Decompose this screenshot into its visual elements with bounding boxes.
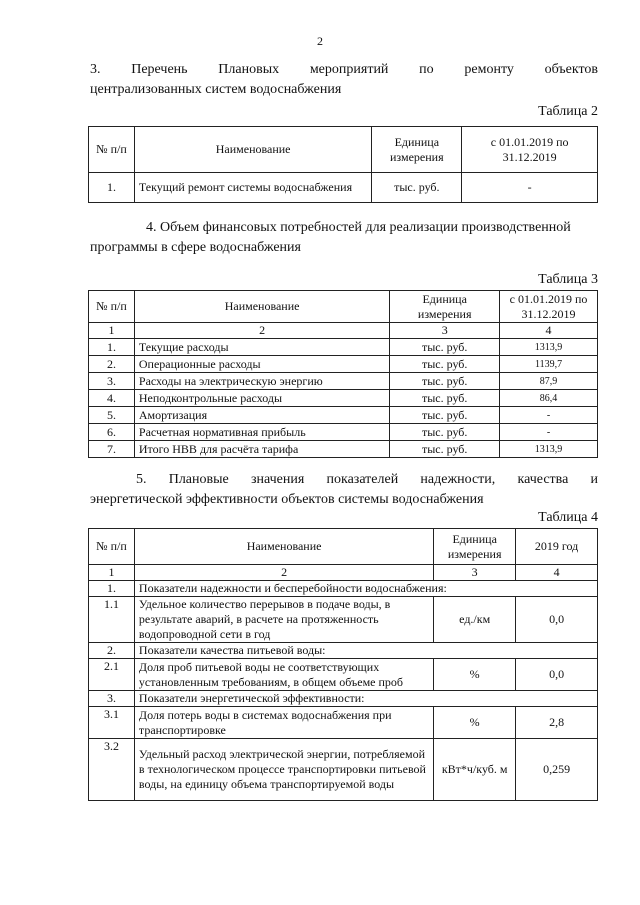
table-3-header-name: Наименование xyxy=(134,291,389,323)
index-cell: 3 xyxy=(434,565,516,581)
section-4-heading-line1: 4. Объем финансовых потребностей для реализации производственной xyxy=(146,220,571,235)
section-5-heading-line1: 5. Плановые значения показателей надежности, качества и xyxy=(136,472,598,487)
row-name: Амортизация xyxy=(134,407,389,424)
table-2-header-name: Наименование xyxy=(134,127,371,173)
table-row xyxy=(89,739,598,801)
row-unit: % xyxy=(434,707,516,739)
row-name: Операционные расходы xyxy=(134,356,389,373)
row-num: 1.1 xyxy=(89,597,135,643)
table-2-header-unit: Единица измерения xyxy=(372,127,462,173)
group-row xyxy=(89,691,598,707)
section-4-heading xyxy=(90,218,598,258)
group-title: Показатели качества питьевой воды: xyxy=(134,643,597,659)
group-title: Показатели надежности и бесперебойности водоснабжения: xyxy=(134,581,597,597)
row-value: - xyxy=(462,173,598,203)
row-num: 6. xyxy=(89,424,135,441)
row-num: 1. xyxy=(89,173,135,203)
row-num: 1. xyxy=(89,339,135,356)
table-row xyxy=(89,441,598,458)
row-value: 1313,9 xyxy=(500,339,598,356)
row-name: Текущие расходы xyxy=(134,339,389,356)
index-cell: 2 xyxy=(134,565,433,581)
index-cell: 4 xyxy=(500,323,598,339)
index-cell: 2 xyxy=(134,323,389,339)
row-num: 3. xyxy=(89,373,135,390)
row-name: Расчетная нормативная прибыль xyxy=(134,424,389,441)
row-value: 86,4 xyxy=(500,390,598,407)
page-number: 2 xyxy=(317,34,323,48)
row-value: 2,8 xyxy=(516,707,598,739)
index-cell: 4 xyxy=(516,565,598,581)
section-3-heading xyxy=(90,60,598,100)
index-cell: 1 xyxy=(89,323,135,339)
row-name: Неподконтрольные расходы xyxy=(134,390,389,407)
row-value: 1139,7 xyxy=(500,356,598,373)
table-row xyxy=(89,707,598,739)
table-3-header-num: № п/п xyxy=(89,291,135,323)
row-name: Удельный расход электрической энергии, потребляемой в технологическом процессе транспортировки питьевой воды, на единицу объема транспортируемой воды xyxy=(134,739,433,801)
table-row xyxy=(89,390,598,407)
row-name: Доля проб питьевой воды не соответствующих установленным требованиям, в общем объеме проб xyxy=(134,659,433,691)
group-num: 1. xyxy=(89,581,135,597)
table-4-header-num: № п/п xyxy=(89,529,135,565)
group-title: Показатели энергетической эффективности: xyxy=(134,691,597,707)
table-row xyxy=(89,356,598,373)
row-unit: кВт*ч/куб. м xyxy=(434,739,516,801)
section-3-heading-line2: централизованных систем водоснабжения xyxy=(90,82,342,97)
row-value: - xyxy=(500,407,598,424)
row-name: Доля потерь воды в системах водоснабжения при транспортировке xyxy=(134,707,433,739)
table-3-header-unit: Единица измерения xyxy=(390,291,500,323)
row-value: - xyxy=(500,424,598,441)
row-unit: тыс. руб. xyxy=(372,173,462,203)
row-value: 0,0 xyxy=(516,597,598,643)
row-unit: тыс. руб. xyxy=(390,339,500,356)
row-unit: тыс. руб. xyxy=(390,424,500,441)
table-4 xyxy=(88,528,598,801)
table-row xyxy=(89,597,598,643)
table-row xyxy=(89,173,598,203)
table-4-header-name: Наименование xyxy=(134,529,433,565)
table-3 xyxy=(88,290,598,458)
row-num: 2. xyxy=(89,356,135,373)
row-value: 0,0 xyxy=(516,659,598,691)
row-num: 3.1 xyxy=(89,707,135,739)
table-2-header-num: № п/п xyxy=(89,127,135,173)
table-4-header-year: 2019 год xyxy=(516,529,598,565)
row-unit: % xyxy=(434,659,516,691)
table-2-caption: Таблица 2 xyxy=(538,104,598,119)
group-row xyxy=(89,643,598,659)
section-5-heading xyxy=(90,470,598,510)
row-num: 7. xyxy=(89,441,135,458)
row-unit: тыс. руб. xyxy=(390,356,500,373)
table-2 xyxy=(88,126,598,203)
table-row xyxy=(89,659,598,691)
table-row xyxy=(89,373,598,390)
table-row xyxy=(89,339,598,356)
table-row xyxy=(89,424,598,441)
row-unit: тыс. руб. xyxy=(390,441,500,458)
row-value: 0,259 xyxy=(516,739,598,801)
table-3-header-period: с 01.01.2019 по 31.12.2019 xyxy=(500,291,598,323)
row-num: 2.1 xyxy=(89,659,135,691)
row-name: Расходы на электрическую энергию xyxy=(134,373,389,390)
table-4-caption: Таблица 4 xyxy=(538,510,598,525)
row-value: 1313,9 xyxy=(500,441,598,458)
group-row xyxy=(89,581,598,597)
row-unit: тыс. руб. xyxy=(390,373,500,390)
group-num: 2. xyxy=(89,643,135,659)
row-unit: ед./км xyxy=(434,597,516,643)
row-num: 3.2 xyxy=(89,739,135,801)
row-num: 4. xyxy=(89,390,135,407)
section-4-heading-line2: программы в сфере водоснабжения xyxy=(90,240,301,255)
row-num: 5. xyxy=(89,407,135,424)
section-3-heading-line1: 3. Перечень Плановых мероприятий по ремонту объектов xyxy=(90,62,598,77)
index-cell: 3 xyxy=(390,323,500,339)
row-unit: тыс. руб. xyxy=(390,390,500,407)
table-row xyxy=(89,407,598,424)
row-unit: тыс. руб. xyxy=(390,407,500,424)
section-5-heading-line2: энергетической эффективности объектов системы водоснабжения xyxy=(90,492,484,507)
index-cell: 1 xyxy=(89,565,135,581)
table-4-header-unit: Единица измерения xyxy=(434,529,516,565)
table-3-caption: Таблица 3 xyxy=(538,272,598,287)
row-name: Итого НВВ для расчёта тарифа xyxy=(134,441,389,458)
row-name: Удельное количество перерывов в подаче воды, в результате аварий, в расчете на протяженность водопроводной сети в год xyxy=(134,597,433,643)
group-num: 3. xyxy=(89,691,135,707)
table-2-header-period: с 01.01.2019 по 31.12.2019 xyxy=(462,127,598,173)
row-name: Текущий ремонт системы водоснабжения xyxy=(134,173,371,203)
row-value: 87,9 xyxy=(500,373,598,390)
